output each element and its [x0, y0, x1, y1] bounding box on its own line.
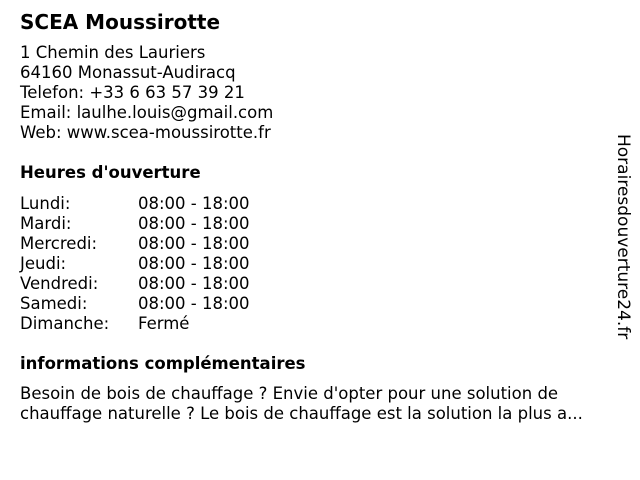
description-line: chauffage naturelle ? Le bois de chauffage est la solution la plus a... — [20, 404, 583, 423]
day-label: Jeudi: — [20, 254, 67, 273]
address-city: 64160 Monassut-Audiracq — [20, 63, 236, 82]
hours-row-friday — [20, 274, 320, 294]
email-address: Email: laulhe.louis@gmail.com — [20, 103, 274, 122]
opening-hours-table — [20, 194, 320, 334]
hours-row-monday — [20, 194, 320, 214]
additional-info-heading: informations complémentaires — [20, 354, 306, 373]
address-street: 1 Chemin des Lauriers — [20, 43, 206, 62]
additional-info-text — [20, 384, 620, 424]
time-value: 08:00 - 18:00 — [138, 214, 250, 233]
time-value: 08:00 - 18:00 — [138, 294, 250, 313]
hours-row-sunday — [20, 314, 320, 334]
site-watermark-text: Horairesdouverture24.fr — [613, 134, 633, 340]
time-value: Fermé — [138, 314, 190, 333]
time-value: 08:00 - 18:00 — [138, 234, 250, 253]
day-label: Mercredi: — [20, 234, 98, 253]
hours-row-thursday — [20, 254, 320, 274]
day-label: Dimanche: — [20, 314, 110, 333]
hours-row-saturday — [20, 294, 320, 314]
contact-block — [20, 43, 273, 143]
phone-number: Telefon: +33 6 63 57 39 21 — [20, 83, 245, 102]
day-label: Samedi: — [20, 294, 88, 313]
day-label: Vendredi: — [20, 274, 99, 293]
time-value: 08:00 - 18:00 — [138, 194, 250, 213]
day-label: Mardi: — [20, 214, 72, 233]
business-name: SCEA Moussirotte — [20, 10, 221, 34]
day-label: Lundi: — [20, 194, 71, 213]
time-value: 08:00 - 18:00 — [138, 274, 250, 293]
time-value: 08:00 - 18:00 — [138, 254, 250, 273]
hours-row-tuesday — [20, 214, 320, 234]
website: Web: www.scea-moussirotte.fr — [20, 123, 271, 142]
opening-hours-heading: Heures d'ouverture — [20, 163, 201, 182]
description-line: Besoin de bois de chauffage ? Envie d'opter pour une solution de — [20, 384, 559, 403]
site-watermark — [611, 134, 635, 344]
hours-row-wednesday — [20, 234, 320, 254]
